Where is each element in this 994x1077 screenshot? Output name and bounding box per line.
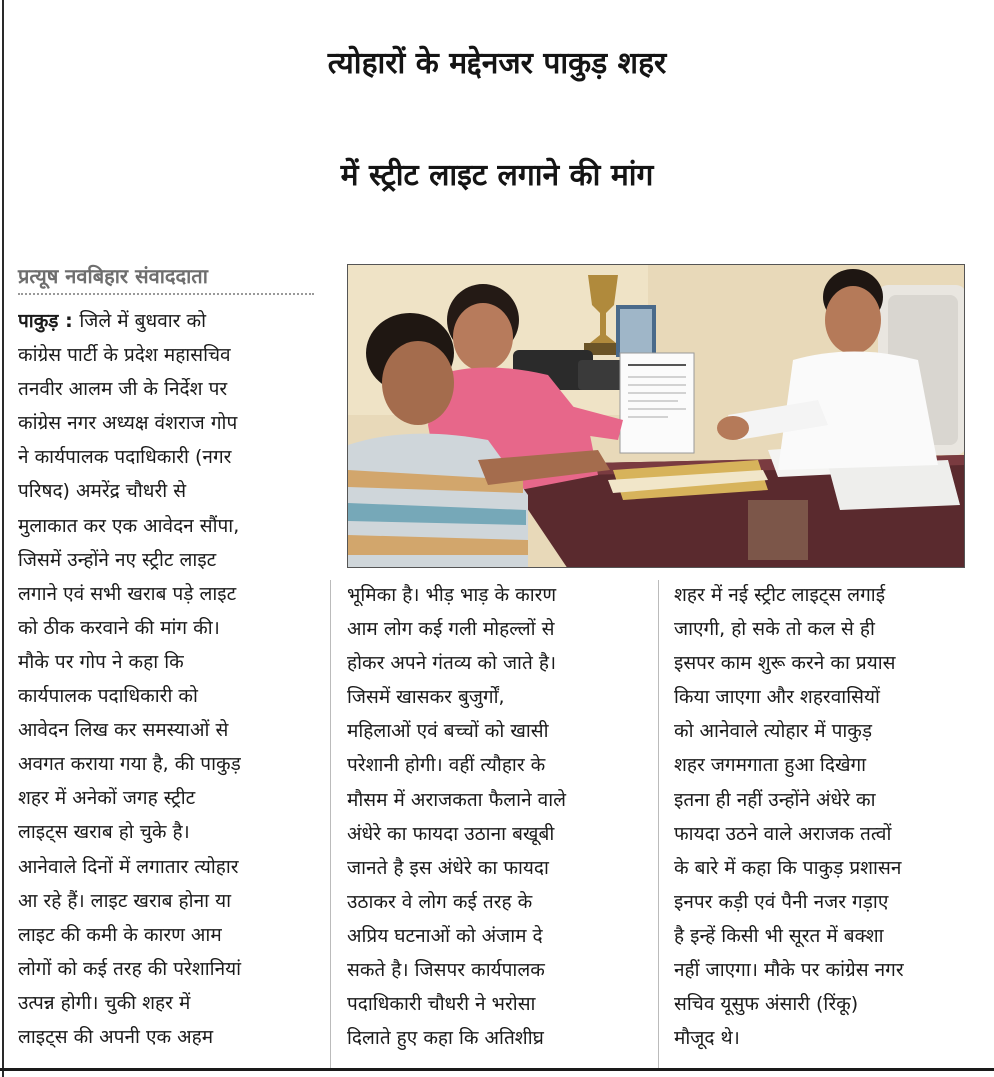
article-line — [18, 884, 316, 918]
article-line-text: मौसम में अराजकता फैलाने वाले — [347, 788, 567, 811]
article-line — [18, 850, 316, 884]
headline-line-2: में स्ट्रीट लाइट लगाने की मांग — [340, 158, 654, 193]
article-line-text: ने कार्यपालक पदाधिकारी (नगर — [18, 446, 232, 469]
article-line-text: लाइट्स खराब हो चुके है। — [18, 821, 190, 844]
article-line-text: लाइट्स की अपनी एक अहम — [18, 1025, 214, 1048]
article-line-text: जिसमें उन्होंने नए स्ट्रीट लाइट — [18, 548, 217, 571]
article-line — [18, 781, 316, 815]
article-line-text: परिषद) अमरेंद्र चौधरी से — [18, 480, 187, 503]
article-line-text: आनेवाले दिनों में लगातार त्योहार — [18, 855, 239, 878]
article-column-3 — [674, 578, 970, 1055]
article-line — [347, 919, 642, 953]
article-line — [347, 783, 642, 817]
article-line — [347, 817, 642, 851]
article-line-text: जाएगी, हो सके तो कल से ही — [674, 618, 875, 641]
article-line — [674, 578, 970, 612]
article-line-text: इसपर काम शुरू करने का प्रयास — [674, 652, 896, 675]
article-line — [674, 1021, 970, 1055]
article-line-text: पदाधिकारी चौधरी ने भरोसा — [347, 993, 536, 1016]
article-line-text: को ठीक करवाने की मांग की। — [18, 616, 220, 639]
article-line — [347, 680, 642, 714]
article-line-text: कार्यपालक पदाधिकारी को — [18, 685, 198, 708]
article-line-text: अप्रिय घटनाओं को अंजाम दे — [347, 924, 543, 947]
article-line — [674, 851, 970, 885]
article-line-text: आ रहे हैं। लाइट खराब होना या — [18, 889, 232, 912]
article-line — [674, 919, 970, 953]
article-column-2 — [347, 578, 642, 1055]
article-line — [674, 783, 970, 817]
headline-line-1: त्योहारों के मद्देनजर पाकुड़ शहर — [327, 46, 667, 81]
article-line-text: मौजूद थे। — [674, 1027, 740, 1050]
article-line-text: उठाकर वे लोग कई तरह के — [347, 890, 533, 913]
article-line — [347, 714, 642, 748]
photo-illustration — [348, 265, 965, 568]
article-line-text: शहर में नई स्ट्रीट लाइट्स लगाई — [674, 584, 886, 606]
page-bottom-rule — [0, 1068, 994, 1071]
article-line — [347, 1021, 642, 1055]
article-line-text: को आनेवाले त्योहार में पाकुड़ — [674, 720, 873, 743]
article-line-text: सकते है। जिसपर कार्यपालक — [347, 959, 545, 982]
article-line — [18, 713, 316, 747]
article-line — [674, 714, 970, 748]
article-line — [18, 611, 316, 645]
article-line-text: कांग्रेस नगर अध्यक्ष वंशराज गोप — [18, 412, 238, 435]
article-line-text: अवगत कराया गया है, की पाकुड़ — [18, 753, 241, 776]
article-line — [18, 577, 316, 611]
article-line — [674, 885, 970, 919]
article-line-text: कांग्रेस पार्टी के प्रदेश महासचिव — [18, 344, 231, 367]
article-line-text: लगाने एवं सभी खराब पड़े लाइट — [18, 582, 237, 605]
article-line-text: तनवीर आलम जी के निर्देश पर — [18, 378, 228, 401]
article-line-text: के बारे में कहा कि पाकुड़ प्रशासन — [674, 856, 902, 879]
column-divider — [330, 580, 331, 1068]
article-line-text: महिलाओं एवं बच्चों को खासी — [347, 720, 549, 743]
article-line — [347, 953, 642, 987]
article-line-text: जानते है इस अंधेरे का फायदा — [347, 856, 549, 879]
article-line — [347, 612, 642, 646]
article-line — [18, 747, 316, 781]
article-line-text: आम लोग कई गली मोहल्लों से — [347, 618, 555, 641]
article-line-text: लाइट की कमी के कारण आम — [18, 923, 222, 946]
article-line — [18, 543, 316, 577]
article-line — [674, 612, 970, 646]
column-divider — [658, 580, 659, 1068]
article-line — [18, 918, 316, 952]
article-line — [347, 748, 642, 782]
byline: प्रत्यूष नवबिहार संवाददाता — [18, 262, 314, 295]
article-line — [18, 474, 316, 508]
article-line — [347, 646, 642, 680]
article-line — [18, 304, 316, 338]
article-line — [347, 851, 642, 885]
article-line-text: फायदा उठने वाले अराजक तत्वों — [674, 822, 892, 845]
article-line-text: इनपर कड़ी एवं पैनी नजर गड़ाए — [674, 890, 889, 913]
article-line — [674, 748, 970, 782]
article-line-text: आवेदन लिख कर समस्याओं से — [18, 719, 229, 742]
article-line-text: दिलाते हुए कहा कि अतिशीघ्र — [347, 1027, 544, 1050]
article-line-text: उत्पन्न होगी। चुकी शहर में — [18, 991, 191, 1014]
article-line-text: भूमिका है। भीड़ भाड़ के कारण — [347, 584, 557, 606]
article-line — [347, 987, 642, 1021]
article-line-text: जिले में बुधवार को — [79, 310, 206, 332]
news-photo — [347, 264, 965, 568]
article-line — [18, 986, 316, 1020]
article-line — [18, 509, 316, 543]
article-line-text: होकर अपने गंतव्य को जाते है। — [347, 652, 557, 675]
article-line-text: अंधेरे का फायदा उठाना बखूबी — [347, 822, 555, 845]
article-line-text: परेशानी होगी। वहीं त्यौहार के — [347, 754, 546, 777]
article-line-text: शहर जगमगाता हुआ दिखेगा — [674, 754, 867, 777]
article-line-text: इतना ही नहीं उन्होंने अंधेरे का — [674, 788, 876, 811]
article-line — [347, 578, 642, 612]
article-line — [18, 406, 316, 440]
article-line — [18, 645, 316, 679]
article-line-text: किया जाएगा और शहरवासियों — [674, 686, 880, 709]
article-line — [674, 817, 970, 851]
article-line-text: सचिव यूसुफ अंसारी (रिंकू) — [674, 993, 859, 1016]
article-line-text: मौके पर गोप ने कहा कि — [18, 650, 184, 673]
article-line — [674, 646, 970, 680]
article-line — [18, 815, 316, 849]
article-line — [674, 953, 970, 987]
article-line-text: है इन्हें किसी भी सूरत में बक्शा — [674, 924, 884, 947]
article-line — [674, 680, 970, 714]
article-line — [18, 952, 316, 986]
article-line — [18, 338, 316, 372]
article-line-text: मुलाकात कर एक आवेदन सौंपा, — [18, 514, 240, 537]
article-line — [18, 679, 316, 713]
article-line — [18, 440, 316, 474]
article-line-text: शहर में अनेकों जगह स्ट्रीट — [18, 787, 196, 810]
article-column-1 — [18, 304, 316, 1054]
article-line-text: जिसमें खासकर बुजुर्गों, — [347, 686, 505, 709]
article-line — [18, 372, 316, 406]
article-line — [674, 987, 970, 1021]
article-line-text: लोगों को कई तरह की परेशानियां — [18, 957, 242, 980]
article-line-text: नहीं जाएगा। मौके पर कांग्रेस नगर — [674, 959, 904, 982]
article-line — [18, 1020, 316, 1054]
article-line — [347, 885, 642, 919]
dateline: पाकुड़ : — [18, 310, 80, 332]
